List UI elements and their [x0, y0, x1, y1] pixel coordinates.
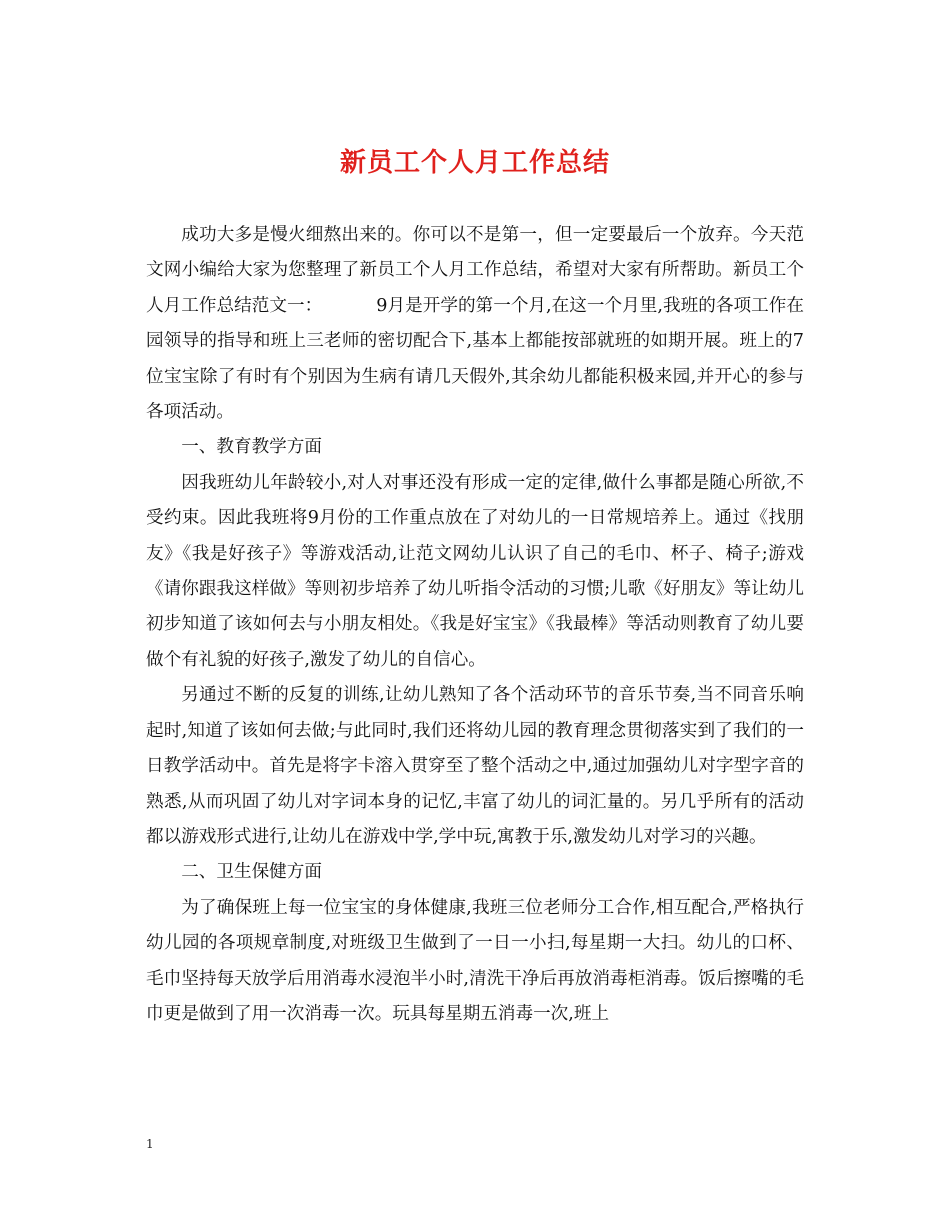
paragraph-health-1: 为了确保班上每一位宝宝的身体健康,我班三位老师分工合作,相互配合,严格执行幼儿园的各项规章制度,对班级卫生做到了一日一小扫,每星期一大扫。幼儿的口杯、毛巾坚持每天放学后用消毒水浸泡半小时,清洗干净后再放消毒柜消毒。饭后擦嘴的毛巾更是做到了用一次消毒一次。玩具每星期五消毒一次,班上: [146, 897, 804, 1024]
intro-text: 成功大多是慢火细熬出来的。你可以不是第一，但一定要最后一个放弃。今天范文网小编给大家为您整理了新员工个人月工作总结，希望对大家有所帮助。新员工个人月工作总结范文一：: [146, 225, 804, 316]
intro-text-continued: 9月是开学的第一个月,在这一个月里,我班的各项工作在园领导的指导和班上三老师的密切配合下,基本上都能按部就班的如期开展。班上的7位宝宝除了有时有个别因为生病有请几天假外,其余幼儿都能积极来园,并开心的参与各项活动。: [146, 295, 804, 423]
section-heading-education: 一、教育教学方面: [181, 437, 322, 458]
document-title: 新员工个人月工作总结: [339, 148, 610, 178]
document-body: [146, 218, 804, 1032]
section-heading-health: 二、卫生保健方面: [181, 862, 322, 883]
intro-paragraph: [146, 218, 804, 430]
paragraph-education-2: 另通过不断的反复的训练,让幼儿熟知了各个活动环节的音乐节奏,当不同音乐响起时,知道了该如何去做;与此同时,我们还将幼儿园的教育理念贯彻落实到了我们的一日教学活动中。首先是将字卡溶入贯穿至了整个活动之中,通过加强幼儿对字型字音的熟悉,从而巩固了幼儿对字词本身的记忆,丰富了幼儿的词汇量的。另几乎所有的活动都以游戏形式进行,让幼儿在游戏中学,学中玩,寓教于乐,激发幼儿对学习的兴趣。: [146, 685, 804, 847]
paragraph-education-1: 因我班幼儿年龄较小,对人对事还没有形成一定的定律,做什么事都是随心所欲,不受约束。因此我班将9月份的工作重点放在了对幼儿的一日常规培养上。通过《找朋友》《我是好孩子》等游戏活动,让范文网幼儿认识了自己的毛巾、杯子、椅子;游戏《请你跟我这样做》等则初步培养了幼儿听指令活动的习惯;儿歌《好朋友》等让幼儿初步知道了该如何去与小朋友相处。《我是好宝宝》《我最棒》等活动则教育了幼儿要做个有礼貌的好孩子,激发了幼儿的自信心。: [146, 472, 804, 670]
page-number: 1: [146, 1137, 154, 1151]
